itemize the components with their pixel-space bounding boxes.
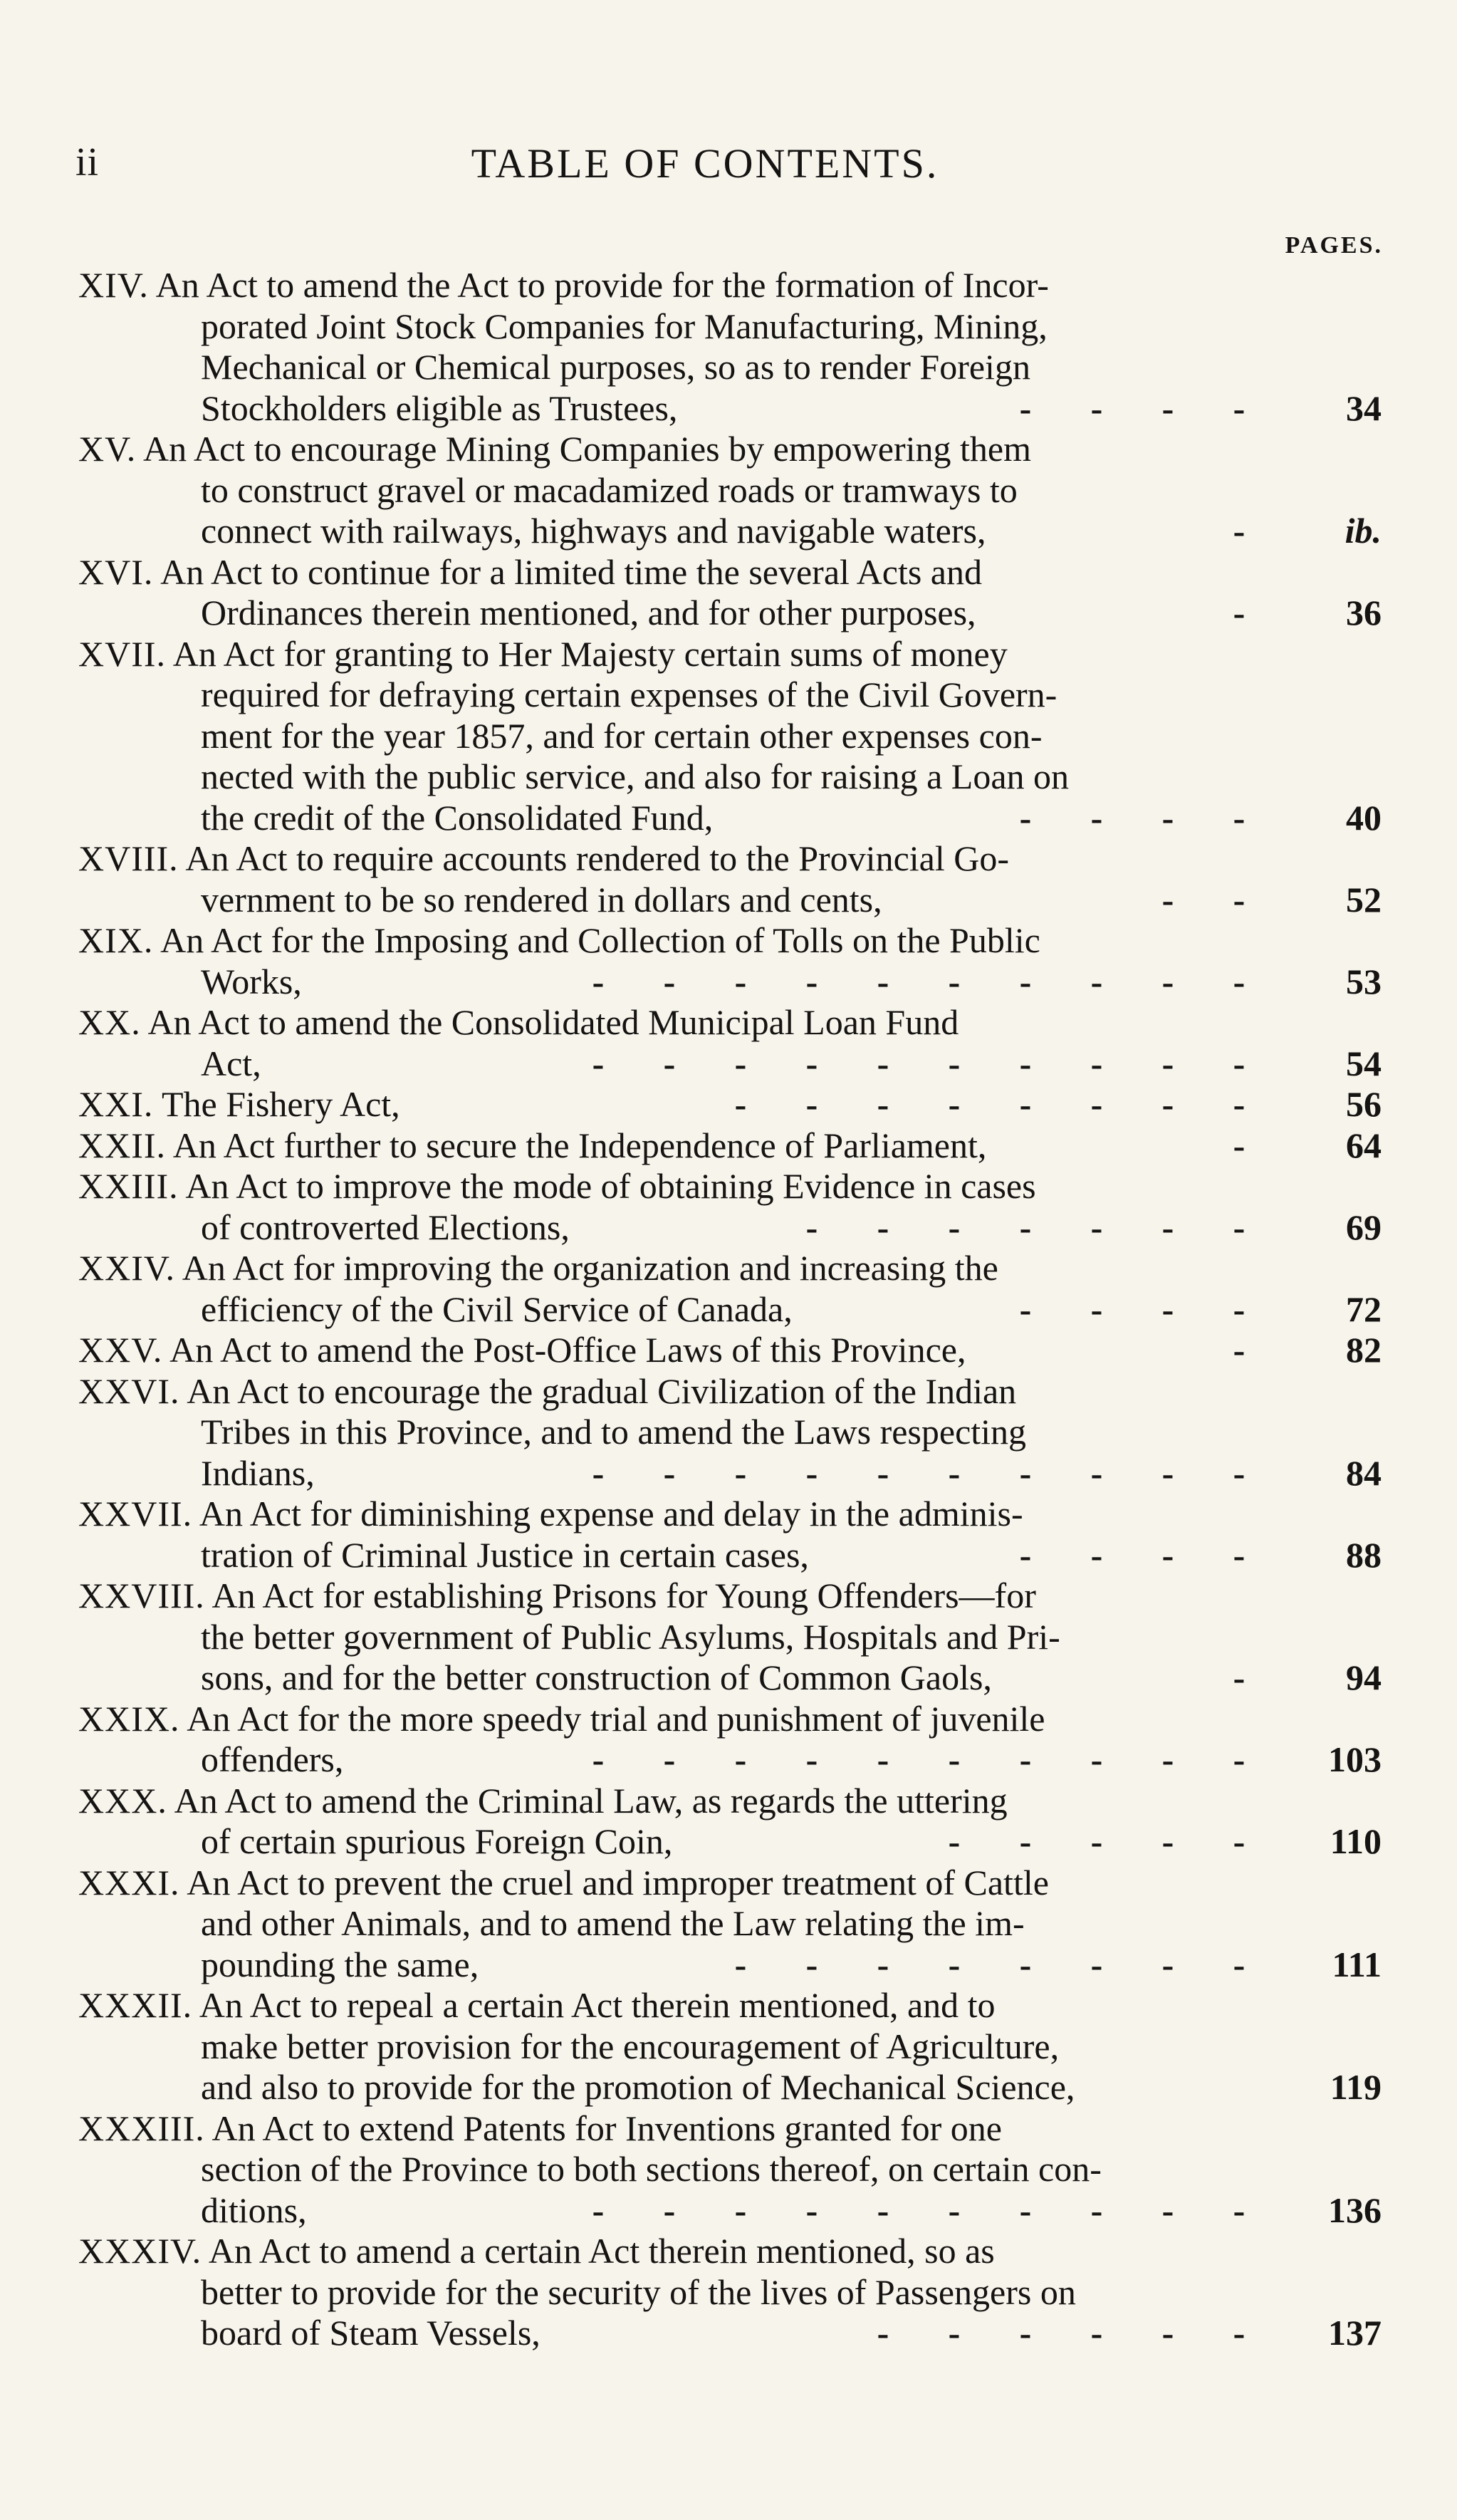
- act-numeral: XVI.: [78, 551, 154, 592]
- toc-entry: [78, 2108, 1382, 2232]
- page-reference: 40: [1346, 797, 1382, 838]
- pages-column-label: PAGES.: [1285, 232, 1383, 259]
- entry-title-text: Works,: [201, 961, 302, 1001]
- dot-leader: -: [1233, 593, 1246, 632]
- toc-line: [78, 880, 1382, 921]
- dot-leader: - - - - - - - - - -: [592, 1043, 1246, 1083]
- entry-title-text: An Act to continue for a limited time the several Acts and: [160, 551, 982, 592]
- entry-title-text: An Act to amend the Criminal Law, as regards the uttering: [174, 1780, 1008, 1821]
- dot-leader: - - - -: [1019, 1288, 1246, 1329]
- entry-title-text: better to provide for the security of the lives of Passengers on: [201, 2271, 1076, 2312]
- toc-line: [78, 1084, 1382, 1125]
- page-reference: 36: [1346, 593, 1382, 632]
- act-numeral: XXX.: [78, 1780, 167, 1821]
- toc-line: [78, 756, 1382, 798]
- dot-leader: - - - - - - - - - -: [592, 2190, 1246, 2230]
- page-reference: 119: [1330, 2067, 1382, 2107]
- toc-line: [78, 593, 1382, 634]
- act-numeral: XVIII.: [78, 838, 179, 878]
- entry-title-text: of controverted Elections,: [201, 1207, 570, 1247]
- toc-entry: [78, 1002, 1382, 1084]
- toc-entry: [78, 1863, 1382, 1986]
- toc-line: [78, 1371, 1382, 1412]
- entry-title-text: offenders,: [201, 1739, 344, 1779]
- entry-title-text: and other Animals, and to amend the Law relating the im-: [201, 1903, 1025, 1943]
- toc-line: [78, 1002, 1382, 1043]
- page-reference: 72: [1346, 1288, 1382, 1329]
- act-numeral: XXIX.: [78, 1698, 180, 1739]
- dot-leader: - - - -: [1019, 797, 1246, 838]
- act-numeral: XVII.: [78, 633, 167, 674]
- toc-line: [78, 2272, 1382, 2313]
- page-reference: 53: [1346, 961, 1382, 1001]
- entry-title-text: Stockholders eligible as Trustees,: [201, 387, 678, 428]
- toc-line: [78, 388, 1382, 429]
- act-numeral: XIV.: [78, 265, 149, 305]
- entry-title-text: and also to provide for the promotion of Mechanical Science,: [201, 2067, 1075, 2107]
- toc-line: [78, 1944, 1382, 1986]
- dot-leader: - - - - - - - - - -: [592, 1739, 1246, 1779]
- toc-entry: [78, 1330, 1382, 1371]
- entry-title-text: Mechanical or Chemical purposes, so as to render Foreign: [201, 347, 1030, 387]
- toc-line: [78, 1863, 1382, 1904]
- page-reference: 52: [1346, 879, 1382, 920]
- entry-title-text: An Act to amend a certain Act therein mentioned, so as: [208, 2231, 995, 2271]
- act-numeral: XV.: [78, 429, 137, 469]
- toc-line: [78, 470, 1382, 511]
- page-reference: 110: [1330, 1821, 1382, 1861]
- act-numeral: XXXIII.: [78, 2108, 205, 2148]
- dot-leader: -: [1233, 1330, 1246, 1370]
- page-reference: 56: [1346, 1084, 1382, 1124]
- toc-line: [78, 265, 1382, 306]
- act-numeral: XXXI.: [78, 1862, 180, 1902]
- page-reference: 88: [1346, 1534, 1382, 1575]
- toc-entry: [78, 1125, 1382, 1167]
- entry-title-text: connect with railways, highways and navigable waters,: [201, 511, 986, 551]
- toc-line: [78, 552, 1382, 593]
- act-numeral: XXXIV.: [78, 2231, 202, 2271]
- page-header: [0, 140, 1457, 197]
- entry-title-text: An Act to amend the Post-Office Laws of this Province,: [169, 1330, 966, 1370]
- page-reference: 103: [1328, 1739, 1382, 1779]
- toc-line: [78, 1535, 1382, 1576]
- dot-leader: - - - - - - - -: [734, 1084, 1246, 1124]
- entry-title-text: efficiency of the Civil Service of Canada,: [201, 1288, 793, 1329]
- toc-entry: [78, 265, 1382, 429]
- act-numeral: XXIII.: [78, 1166, 179, 1206]
- toc-line: [78, 2313, 1382, 2354]
- entry-title-text: An Act to require accounts rendered to the Provincial Go-: [185, 838, 1009, 878]
- entry-title-text: An Act for granting to Her Majesty certain sums of money: [172, 633, 1008, 674]
- act-numeral: XXVIII.: [78, 1576, 205, 1615]
- entry-title-text: ment for the year 1857, and for certain other expenses con-: [201, 715, 1043, 756]
- toc-line: [78, 2026, 1382, 2068]
- toc-line: [78, 962, 1382, 1003]
- toc-line: [78, 511, 1382, 552]
- toc-line: [78, 1125, 1382, 1167]
- entry-title-text: An Act to prevent the cruel and improper treatment of Cattle: [187, 1862, 1049, 1902]
- entry-title-text: porated Joint Stock Companies for Manufacturing, Mining,: [201, 306, 1048, 346]
- dot-leader: - - - - - - - -: [734, 1944, 1246, 1984]
- dot-leader: - - - - - - - - - -: [592, 1452, 1246, 1493]
- entry-title-text: An Act to encourage the gradual Civilization of the Indian: [187, 1370, 1017, 1411]
- entry-title-text: An Act to repeal a certain Act therein mentioned, and to: [199, 1985, 996, 2025]
- dot-leader: - - - - - - - - - -: [592, 961, 1246, 1001]
- toc-line: [78, 1739, 1382, 1781]
- page-reference: 94: [1346, 1657, 1382, 1697]
- entry-title-text: the credit of the Consolidated Fund,: [201, 797, 714, 838]
- toc-line: [78, 2231, 1382, 2272]
- toc-entry: [78, 552, 1382, 634]
- toc-line: [78, 1207, 1382, 1249]
- toc-line: [78, 1903, 1382, 1944]
- toc-entry: [78, 1576, 1382, 1699]
- toc-line: [78, 2067, 1382, 2108]
- entry-title-text: pounding the same,: [201, 1944, 479, 1984]
- toc-line: [78, 1043, 1382, 1085]
- toc-line: [78, 1821, 1382, 1863]
- dot-leader: -: [1233, 511, 1246, 551]
- toc-line: [78, 1699, 1382, 1740]
- page-number: ii: [75, 140, 100, 184]
- entry-title-text: Act,: [201, 1043, 261, 1083]
- dot-leader: - - - -: [1019, 387, 1246, 428]
- toc-line: [78, 1781, 1382, 1822]
- table-of-contents: [78, 265, 1382, 2354]
- dot-leader: - -: [1161, 879, 1246, 920]
- entry-title-text: Tribes in this Province, and to amend the Laws respecting: [201, 1412, 1027, 1452]
- toc-line: [78, 1412, 1382, 1453]
- toc-entry: [78, 1166, 1382, 1248]
- toc-line: [78, 2108, 1382, 2150]
- page-reference: 34: [1346, 387, 1382, 428]
- entry-title-text: sons, and for the better construction of Common Gaols,: [201, 1657, 992, 1697]
- entry-title-text: the better government of Public Asylums, Hospitals and Pri-: [201, 1616, 1060, 1657]
- page-reference: 136: [1328, 2190, 1382, 2230]
- entry-title-text: The Fishery Act,: [161, 1084, 400, 1124]
- toc-entry: [78, 1699, 1382, 1781]
- entry-title-text: An Act to amend the Consolidated Municipal Loan Fund: [147, 1002, 959, 1042]
- toc-line: [78, 1289, 1382, 1331]
- entry-title-text: nected with the public service, and also for raising a Loan on: [201, 756, 1070, 796]
- toc-line: [78, 1617, 1382, 1658]
- toc-entry: [78, 1371, 1382, 1494]
- toc-line: [78, 429, 1382, 470]
- page-title: TABLE OF CONTENTS.: [471, 140, 939, 187]
- entry-title-text: An Act to encourage Mining Companies by empowering them: [143, 429, 1032, 469]
- entry-title-text: board of Steam Vessels,: [201, 2313, 540, 2353]
- entry-title-text: An Act for the more speedy trial and punishment of juvenile: [187, 1698, 1045, 1739]
- entry-title-text: An Act for improving the organization and increasing the: [182, 1248, 998, 1288]
- act-numeral: XXV.: [78, 1330, 163, 1370]
- entry-title-text: An Act for establishing Prisons for Young Offenders—for: [212, 1576, 1036, 1615]
- act-numeral: XXIV.: [78, 1248, 176, 1288]
- entry-title-text: An Act to extend Patents for Inventions granted for one: [212, 2108, 1002, 2148]
- entry-title-text: required for defraying certain expenses of the Civil Govern-: [201, 675, 1058, 714]
- entry-title-text: An Act to amend the Act to provide for the formation of Incor-: [155, 265, 1049, 305]
- entry-title-text: section of the Province to both sections thereof, on certain con-: [201, 2149, 1102, 2189]
- dot-leader: -: [1233, 1657, 1246, 1697]
- page-reference: 84: [1346, 1452, 1382, 1493]
- entry-title-text: An Act to improve the mode of obtaining Evidence in cases: [185, 1166, 1036, 1206]
- entry-title-text: Ordinances therein mentioned, and for other purposes,: [201, 593, 976, 632]
- page-reference: 111: [1332, 1944, 1382, 1984]
- toc-line: [78, 1494, 1382, 1535]
- toc-line: [78, 675, 1382, 716]
- act-numeral: XXVI.: [78, 1370, 180, 1411]
- toc-line: [78, 2149, 1382, 2190]
- toc-entry: [78, 1781, 1382, 1863]
- page-reference: 69: [1346, 1207, 1382, 1247]
- toc-line: [78, 347, 1382, 388]
- dot-leader: - - - - -: [948, 1821, 1246, 1861]
- entry-title-text: Indians,: [201, 1452, 315, 1493]
- toc-entry: [78, 838, 1382, 920]
- toc-entry: [78, 2231, 1382, 2354]
- entry-title-text: to construct gravel or macadamized roads or tramways to: [201, 469, 1018, 510]
- entry-title-text: make better provision for the encouragement of Agriculture,: [201, 2026, 1060, 2066]
- entry-title-text: An Act further to secure the Independence of Parliament,: [172, 1125, 987, 1165]
- page-reference: 64: [1346, 1125, 1382, 1165]
- act-numeral: XXII.: [78, 1125, 167, 1165]
- act-numeral: XXI.: [78, 1084, 154, 1124]
- page-reference: 54: [1346, 1043, 1382, 1083]
- dot-leader: - - - - - -: [877, 2313, 1246, 2353]
- page-reference: 82: [1346, 1330, 1382, 1370]
- entry-title-text: An Act for diminishing expense and delay in the adminis-: [199, 1494, 1023, 1534]
- entry-title-text: An Act for the Imposing and Collection of Tolls on the Public: [160, 920, 1040, 960]
- toc-line: [78, 1166, 1382, 1207]
- page-reference: ib.: [1344, 511, 1382, 551]
- entry-title-text: vernment to be so rendered in dollars and cents,: [201, 879, 882, 920]
- toc-entry: [78, 1084, 1382, 1125]
- dot-leader: - - - - - - -: [805, 1207, 1246, 1247]
- act-numeral: XXXII.: [78, 1985, 193, 2025]
- toc-line: [78, 1330, 1382, 1371]
- act-numeral: XIX.: [78, 920, 154, 960]
- entry-title-text: ditions,: [201, 2190, 307, 2230]
- dot-leader: -: [1233, 1125, 1246, 1165]
- toc-line: [78, 1576, 1382, 1617]
- toc-line: [78, 920, 1382, 962]
- toc-entry: [78, 1494, 1382, 1576]
- entry-title-text: tration of Criminal Justice in certain cases,: [201, 1534, 809, 1575]
- act-numeral: XX.: [78, 1002, 141, 1042]
- entry-title-text: of certain spurious Foreign Coin,: [201, 1821, 673, 1861]
- toc-entry: [78, 1985, 1382, 2108]
- page-reference: 137: [1328, 2313, 1382, 2353]
- toc-entry: [78, 429, 1382, 552]
- toc-line: [78, 1657, 1382, 1699]
- toc-line: [78, 634, 1382, 675]
- toc-line: [78, 1248, 1382, 1289]
- toc-line: [78, 838, 1382, 880]
- toc-entry: [78, 634, 1382, 839]
- toc-line: [78, 798, 1382, 839]
- dot-leader: - - - -: [1019, 1534, 1246, 1575]
- toc-entry: [78, 1248, 1382, 1330]
- toc-line: [78, 1453, 1382, 1494]
- act-numeral: XXVII.: [78, 1494, 193, 1534]
- toc-line: [78, 306, 1382, 348]
- toc-entry: [78, 920, 1382, 1002]
- toc-line: [78, 716, 1382, 757]
- toc-line: [78, 2190, 1382, 2232]
- toc-line: [78, 1985, 1382, 2026]
